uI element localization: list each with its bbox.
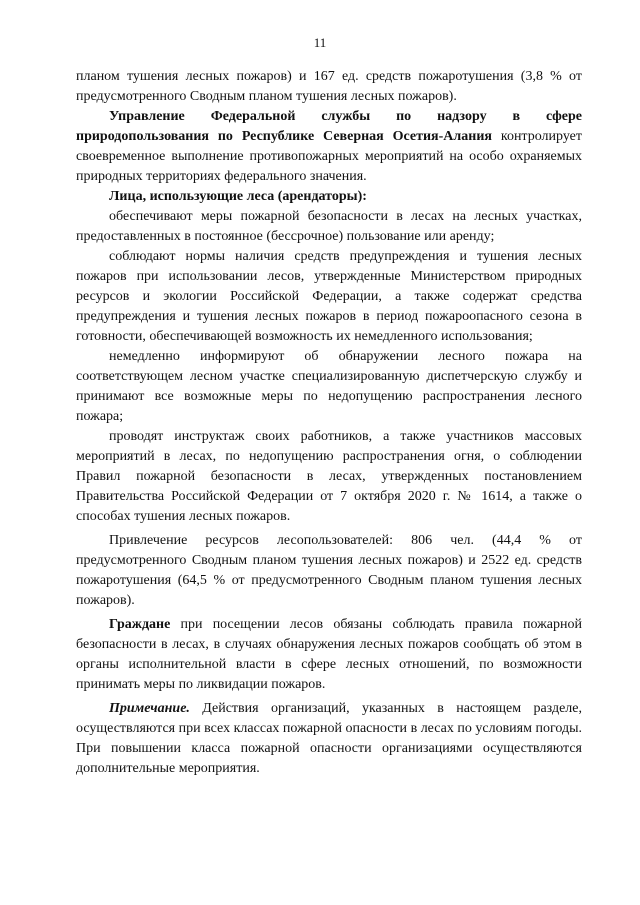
paragraph-inform-fire: немедленно информируют об обнаружении лесного пожара на соответствующем лесном участке специализированную диспетчерскую службу и принимают все возможные меры по недопущению распространения лесного пожара;: [76, 349, 582, 424]
paragraph-text: контролирует своевременное выполнение противопожарных мероприятий на особо охраняемых природных территориях федерального значения.: [76, 129, 582, 184]
paragraph-lead-bold: Управление Федеральной службы по надзору в сфере природопользования по Республике Северная Осетия-Алания: [76, 109, 582, 144]
paragraph-ensure-safety: обеспечивают меры пожарной безопасности в лесах на лесных участках, предоставленных в постоянное (бессрочное) пользование или аренду;: [76, 209, 582, 244]
heading-text: Лица, использующие леса (арендаторы):: [109, 189, 367, 204]
paragraph-lead-bold: Граждане: [109, 617, 171, 632]
paragraph-text: при посещении лесов обязаны соблюдать правила пожарной безопасности в лесах, в случаях обнаружения лесных пожаров сообщать об этом в органы исполнительной власти в сфере лесных отношений, по возможности принимать меры по ликвидации пожаров.: [76, 617, 582, 692]
paragraph-instruction: проводят инструктаж своих работников, а также участников массовых мероприятий в лесах, по недопущению распространения огня, о соблюдении Правил пожарной безопасности в лесах, утвержденных постановлением Правительства Российской Федерации от 7 октября 2020 г. № 1614, а также о способах тушения лесных пожаров.: [76, 429, 582, 524]
paragraph-text: Действия организаций, указанных в настоящем разделе, осуществляются при всех классах пожарной опасности в лесах по условиям погоды. При повышении класса пожарной опасности организациями осуществляются дополнительные мероприятия.: [76, 701, 582, 776]
page-number: 11: [313, 35, 327, 50]
paragraph-resources: Привлечение ресурсов лесопользователей: 806 чел. (44,4 % от предусмотренного Сводным планом тушения лесных пожаров) и 2522 ед. средств пожаротушения (64,5 % от предусмотренного Сводным планом тушения лесных пожаров).: [76, 533, 582, 608]
paragraph-note: [76, 699, 582, 779]
paragraph-citizens: [76, 615, 582, 695]
document-body: [76, 67, 582, 779]
paragraph-continuation: планом тушения лесных пожаров) и 167 ед. средств пожаротушения (3,8 % от предусмотренного Сводным планом тушения лесных пожаров).: [76, 69, 582, 104]
section-heading-forest-users: [76, 187, 582, 207]
note-label: Примечание.: [109, 701, 190, 716]
paragraph-rosprirodnadzor: [76, 107, 582, 187]
paragraph-observe-norms: соблюдают нормы наличия средств предупреждения и тушения лесных пожаров при использовании лесов, утвержденные Министерством природных ресурсов и экологии Российской Федерации, а также содержат средства предупреждения и тушения лесных пожаров в период пожароопасного сезона в готовности, обеспечивающей возможность их немедленного использования;: [76, 249, 582, 344]
